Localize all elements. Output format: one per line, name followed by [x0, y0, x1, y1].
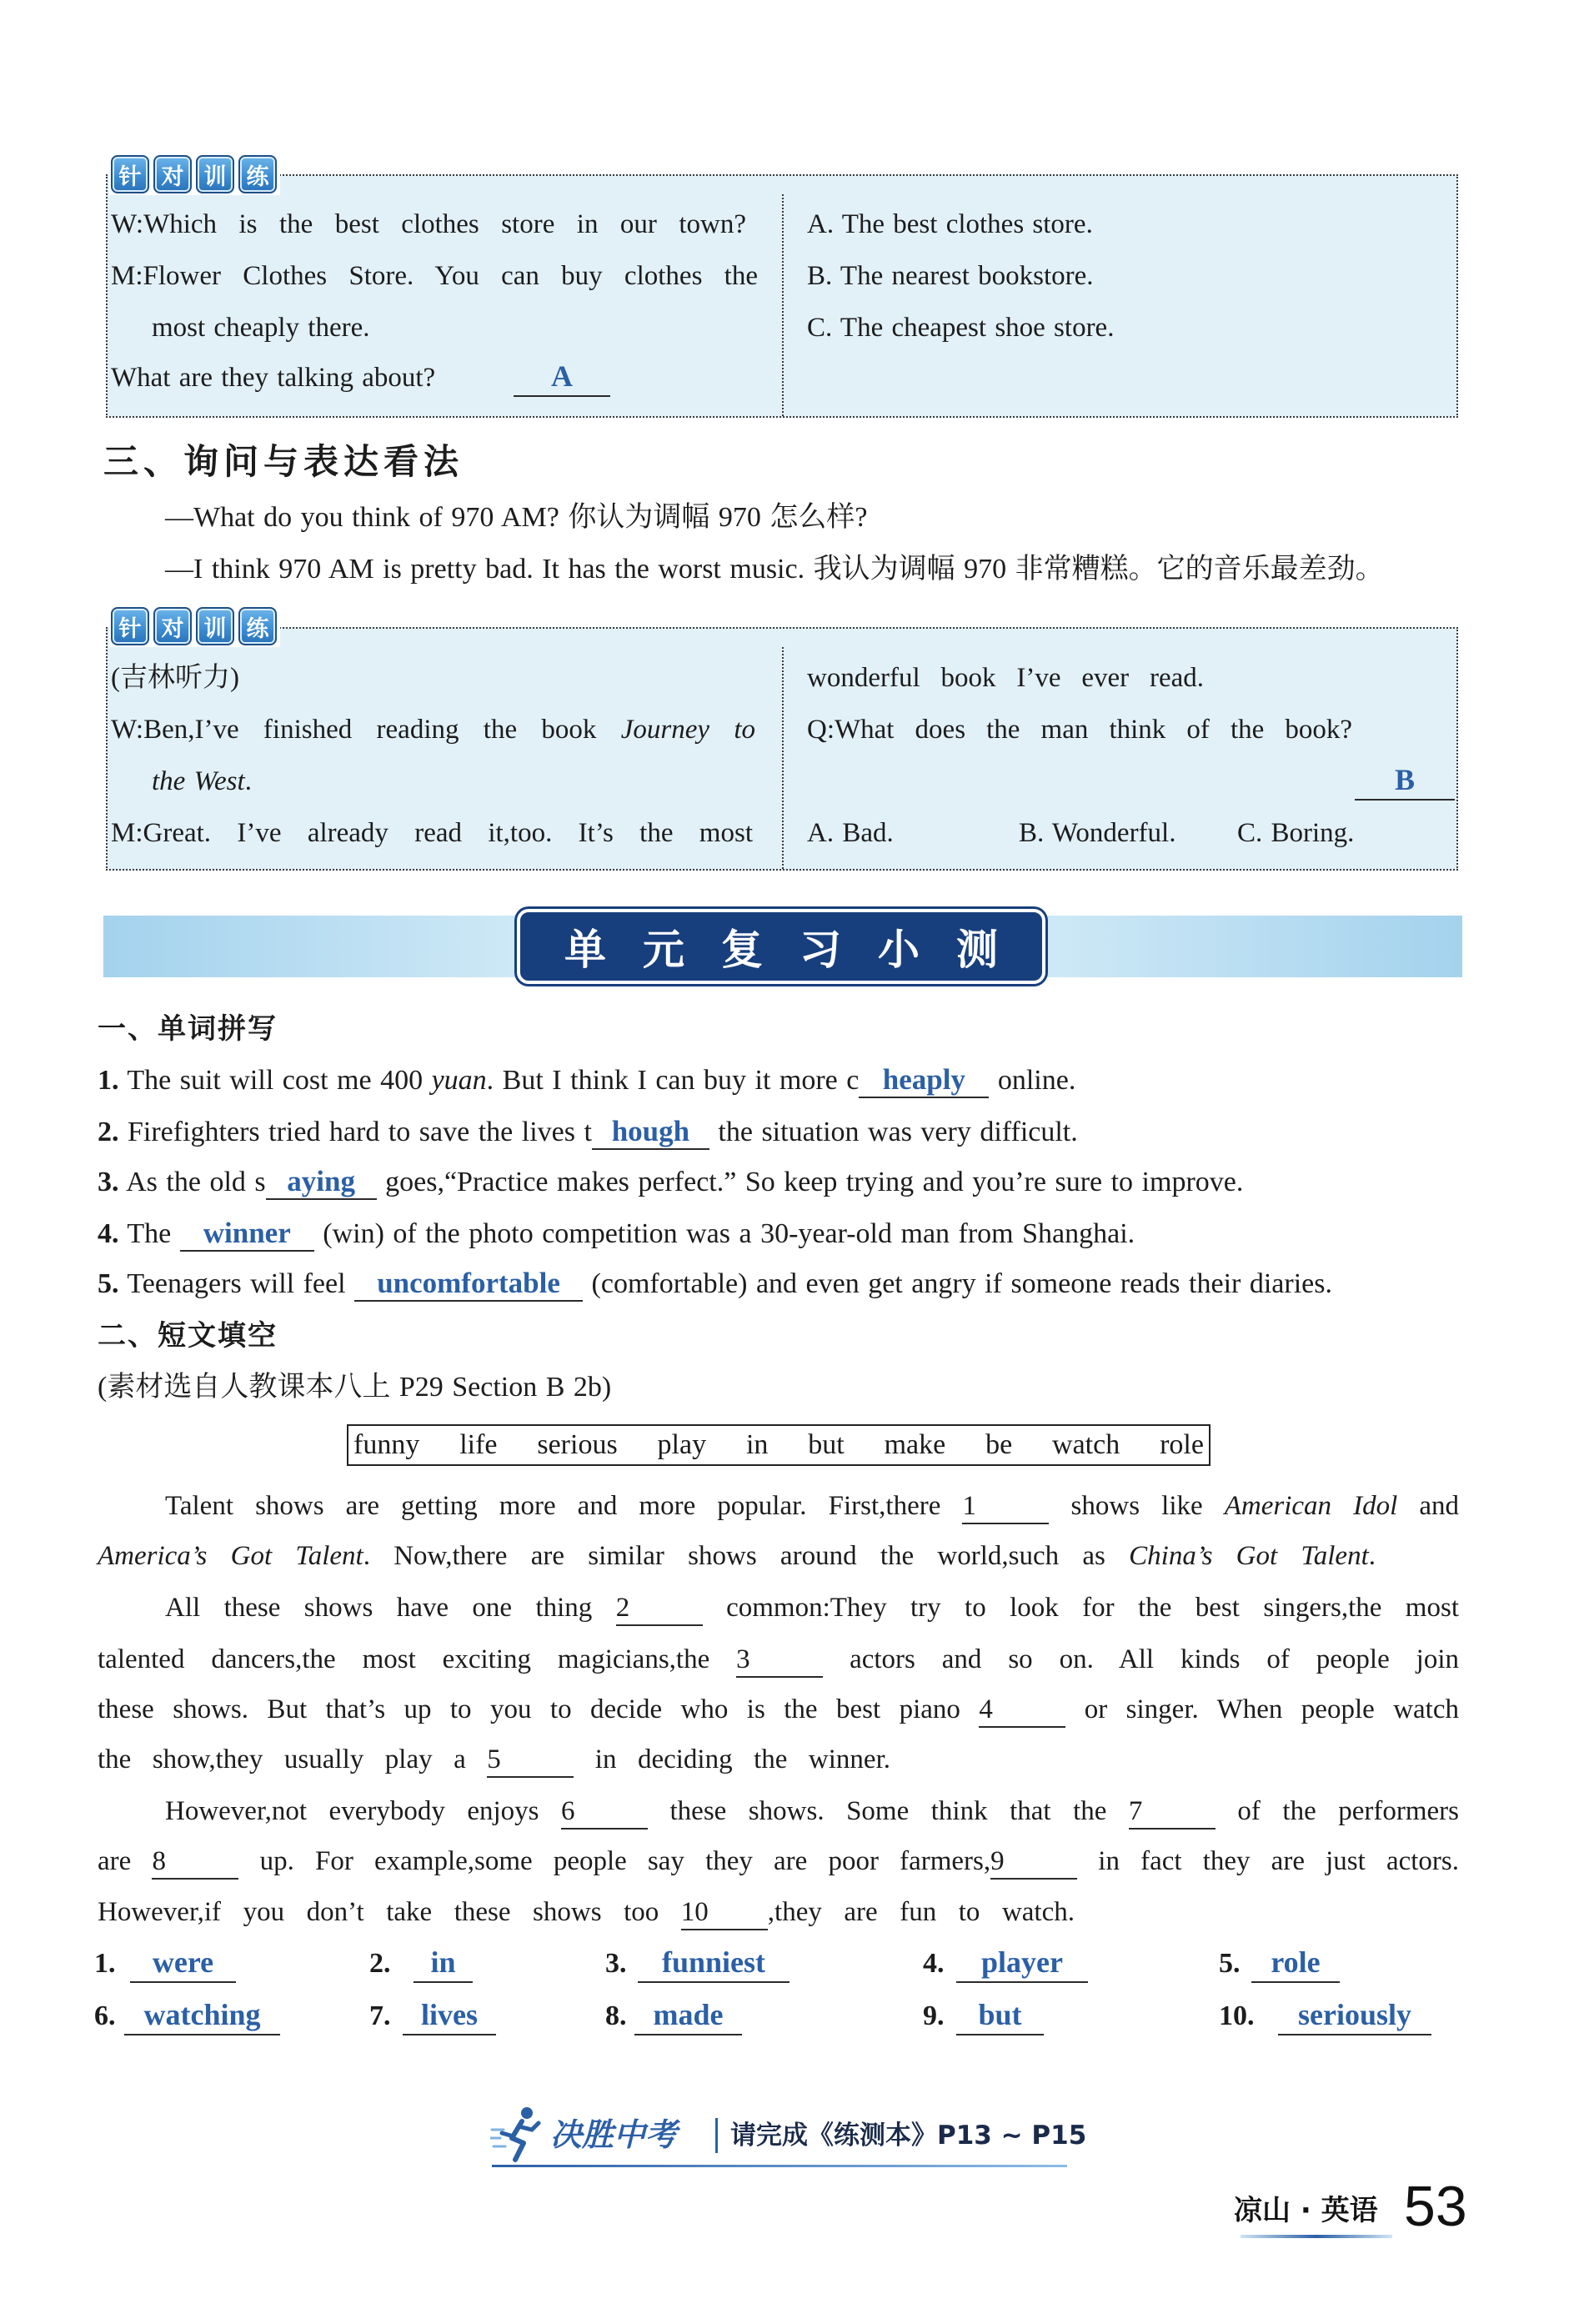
- badge-char: 对: [153, 607, 192, 645]
- passage-line: [98, 1689, 1459, 1730]
- footer-logo: [490, 2105, 549, 2165]
- word-bank-item: role: [1160, 1429, 1204, 1460]
- example-sentence: —What do you think of 970 AM? 你认为调幅 970 怎么样?: [165, 502, 868, 533]
- answer-number: 5.: [1219, 1948, 1241, 1979]
- answer-number: 1.: [94, 1948, 116, 1979]
- show-title: China’s Got Talent: [1129, 1541, 1369, 1571]
- spelling-heading: 一、单词拼写: [98, 1012, 278, 1046]
- passage-text: and: [1397, 1491, 1460, 1521]
- answer-blank: lives: [403, 1995, 496, 2035]
- footer-instruction: 请完成《练测本》P13 ~ P15: [730, 2121, 1087, 2151]
- answer-number: 8.: [605, 2000, 627, 2031]
- answer-number: 7.: [369, 2000, 391, 2031]
- passage-blank: 9: [990, 1845, 1077, 1880]
- runner-icon: [490, 2105, 549, 2165]
- passage-line: [165, 1587, 1459, 1629]
- item-text: Firefighters tried hard to save the lives t: [118, 1117, 592, 1147]
- spelling-item: [98, 1213, 1135, 1255]
- option-a: A. The best clothes store.: [807, 209, 1093, 239]
- dialogue-line: [152, 760, 252, 802]
- show-title: America’s Got Talent: [98, 1541, 363, 1571]
- dialogue-text: .: [244, 766, 252, 796]
- page-region: 凉山 · 英语: [1234, 2194, 1378, 2227]
- spelling-item: [98, 1112, 1078, 1153]
- passage-text: or singer. When people watch: [1065, 1694, 1459, 1724]
- badge-char: 训: [196, 607, 234, 645]
- passage-text: these shows. Some think that the: [648, 1796, 1129, 1826]
- passage-text: talented dancers,the most exciting magicians,the: [98, 1644, 737, 1674]
- answer-blank: A: [514, 357, 610, 397]
- dialogue-line: W:Which is the best clothes store in our town?: [111, 209, 746, 239]
- word-bank: [347, 1424, 1211, 1466]
- unit-review-banner: 单元复习小测: [517, 909, 1045, 984]
- answer-blank: were: [130, 1943, 236, 1983]
- passage-text: actors and so on. All kinds of people join: [823, 1644, 1459, 1674]
- word-bank-item: but: [808, 1429, 845, 1460]
- passage-line: [165, 1790, 1459, 1832]
- word-bank-item: life: [459, 1429, 498, 1460]
- passage-text: up. For example,some people say they are poor farmers,: [238, 1846, 991, 1876]
- item-text: goes,“Practice makes perfect.” So keep trying and you’re sure to improve.: [376, 1167, 1244, 1197]
- passage-text: Talent shows are getting more and more popular. First,there: [165, 1491, 963, 1521]
- item-text: The suit will cost me 400: [118, 1065, 432, 1096]
- passage-blank: 4: [979, 1693, 1065, 1728]
- section-heading: 三、询问与表达看法: [103, 441, 464, 482]
- passage-line: [98, 1535, 1376, 1577]
- badge-char: 针: [111, 155, 149, 193]
- badge-char: 针: [111, 607, 149, 645]
- book-title: Journey to: [620, 715, 755, 745]
- passage-blank: 2: [616, 1591, 703, 1626]
- source-label: (吉林听力): [111, 663, 239, 693]
- passage-blank: 7: [1129, 1794, 1216, 1830]
- spelling-item: [98, 1162, 1243, 1203]
- book-title: the West: [152, 766, 245, 796]
- spelling-item: [98, 1060, 1075, 1102]
- passage-text: . Now,there are similar shows around the world,such as: [363, 1541, 1130, 1571]
- answer-number: 4.: [923, 1948, 945, 1979]
- passage-text: of the performers: [1215, 1796, 1459, 1826]
- practice-badge-2: [109, 605, 280, 647]
- practice-badge-1: [109, 153, 280, 195]
- answer-number: 3.: [605, 1948, 627, 1979]
- passage-blank: 8: [152, 1845, 238, 1880]
- answer-number: 6.: [94, 2000, 116, 2031]
- passage-text: shows like: [1049, 1491, 1225, 1521]
- passage-blank: 1: [962, 1489, 1049, 1524]
- question-text: What are they talking about?: [111, 363, 436, 393]
- passage-line: [165, 1485, 1459, 1527]
- passage-text: .: [1368, 1541, 1376, 1571]
- question-text: Q:What does the man think of the book?: [807, 715, 1352, 745]
- passage-blank: 10: [681, 1895, 768, 1930]
- show-title: American Idol: [1224, 1491, 1398, 1521]
- answer-blank: funniest: [638, 1943, 789, 1983]
- dialogue-line: most cheaply there.: [152, 313, 370, 343]
- passage-text: in deciding the winner.: [574, 1744, 890, 1774]
- answer-blank: heaply: [859, 1063, 989, 1098]
- passage-line: [98, 1639, 1459, 1680]
- answer-blank: uncomfortable: [354, 1267, 583, 1302]
- item-text: As the old s: [118, 1167, 266, 1197]
- passage-text: common:They try to look for the best singers,the most: [702, 1593, 1459, 1623]
- answer-number: 9.: [923, 2000, 945, 2031]
- badge-char: 对: [153, 155, 192, 193]
- item-number: 2.: [98, 1117, 119, 1147]
- example-sentence: —I think 970 AM is pretty bad. It has the worst music. 我认为调幅 970 非常糟糕。它的音乐最差劲。: [165, 554, 1384, 585]
- answer-blank: B: [1355, 760, 1455, 801]
- dialogue-line: wonderful book I’ve ever read.: [807, 663, 1204, 693]
- option-c: C. Boring.: [1237, 818, 1355, 848]
- footer-separator: [715, 2118, 718, 2153]
- option-a: A. Bad.: [807, 818, 894, 848]
- passage-line: [98, 1739, 890, 1780]
- item-number: 3.: [98, 1167, 119, 1197]
- dialogue-line: [111, 709, 755, 750]
- passage-line: [98, 1840, 1459, 1882]
- answer-blank: but: [956, 1995, 1044, 2035]
- passage-text: these shows. But that’s up to you to decide who is the best piano: [98, 1694, 980, 1724]
- page-region-underline: [1241, 2235, 1392, 2238]
- option-c: C. The cheapest shoe store.: [807, 313, 1115, 343]
- spelling-item: [98, 1263, 1332, 1305]
- passage-blank: 5: [487, 1743, 574, 1778]
- item-number: 5.: [98, 1268, 119, 1299]
- passage-text: However,not everybody enjoys: [165, 1796, 561, 1826]
- answer-blank: in: [414, 1943, 473, 1983]
- item-text: online.: [989, 1065, 1076, 1096]
- source-note: (素材选自人教课本八上 P29 Section B 2b): [98, 1372, 612, 1403]
- passage-text: in fact they are just actors.: [1077, 1846, 1459, 1876]
- passage-text: All these shows have one thing: [165, 1593, 616, 1623]
- answer-blank: aying: [266, 1165, 377, 1200]
- column-divider: [782, 194, 784, 416]
- badge-char: 练: [238, 155, 277, 193]
- word-bank-item: watch: [1052, 1429, 1120, 1460]
- item-number: 4.: [98, 1218, 119, 1249]
- answer-blank: made: [634, 1995, 742, 2035]
- word-bank-item: in: [745, 1429, 769, 1460]
- page-number: 53: [1404, 2175, 1467, 2238]
- answer-blank: watching: [124, 1995, 280, 2035]
- answer-blank: winner: [180, 1217, 314, 1252]
- column-divider: [782, 647, 784, 869]
- answer-blank: seriously: [1278, 1995, 1431, 2035]
- word-bank-item: funny: [353, 1429, 420, 1460]
- footer-brand: 决胜中考: [550, 2116, 678, 2153]
- dialogue-text: W:Ben,I’ve finished reading the book: [111, 715, 621, 745]
- word-bank-item: play: [657, 1429, 707, 1460]
- passage-text: are: [98, 1846, 153, 1876]
- item-text: the situation was very difficult.: [709, 1117, 1078, 1147]
- dialogue-line: M:Flower Clothes Store. You can buy clothes the: [111, 261, 758, 291]
- passage-text: However,if you don’t take these shows too: [98, 1897, 681, 1927]
- badge-char: 训: [196, 155, 234, 193]
- option-b: B. The nearest bookstore.: [807, 261, 1094, 291]
- passage-blank: 3: [736, 1643, 823, 1678]
- answer-number: 10.: [1219, 2000, 1255, 2031]
- item-number: 1.: [98, 1065, 119, 1096]
- passage-blank: 6: [561, 1794, 648, 1830]
- badge-char: 练: [238, 607, 277, 645]
- item-text: (comfortable) and even get angry if someone reads their diaries.: [583, 1268, 1332, 1299]
- answer-number: 2.: [369, 1948, 391, 1979]
- word-bank-item: be: [985, 1429, 1013, 1460]
- item-text: The: [118, 1218, 180, 1249]
- answer-blank: role: [1251, 1943, 1340, 1983]
- passage-text: the show,they usually play a: [98, 1744, 488, 1774]
- dialogue-line: M:Great. I’ve already read it,too. It’s the most: [111, 818, 753, 848]
- word-bank-item: serious: [537, 1429, 618, 1460]
- cloze-heading: 二、短文填空: [98, 1319, 278, 1353]
- answer-blank: player: [956, 1943, 1088, 1983]
- item-text: . But I think I can buy it more c: [486, 1065, 860, 1096]
- passage-text: ,they are fun to watch.: [767, 1897, 1075, 1927]
- word-bank-item: make: [884, 1429, 946, 1460]
- answer-blank: hough: [592, 1115, 709, 1150]
- passage-line: [98, 1891, 1075, 1933]
- footer-underline: [492, 2165, 1067, 2167]
- option-b: B. Wonderful.: [1019, 818, 1176, 848]
- item-text: yuan: [431, 1065, 487, 1096]
- item-text: (win) of the photo competition was a 30-year-old man from Shanghai.: [313, 1218, 1135, 1249]
- item-text: Teenagers will feel: [118, 1268, 355, 1299]
